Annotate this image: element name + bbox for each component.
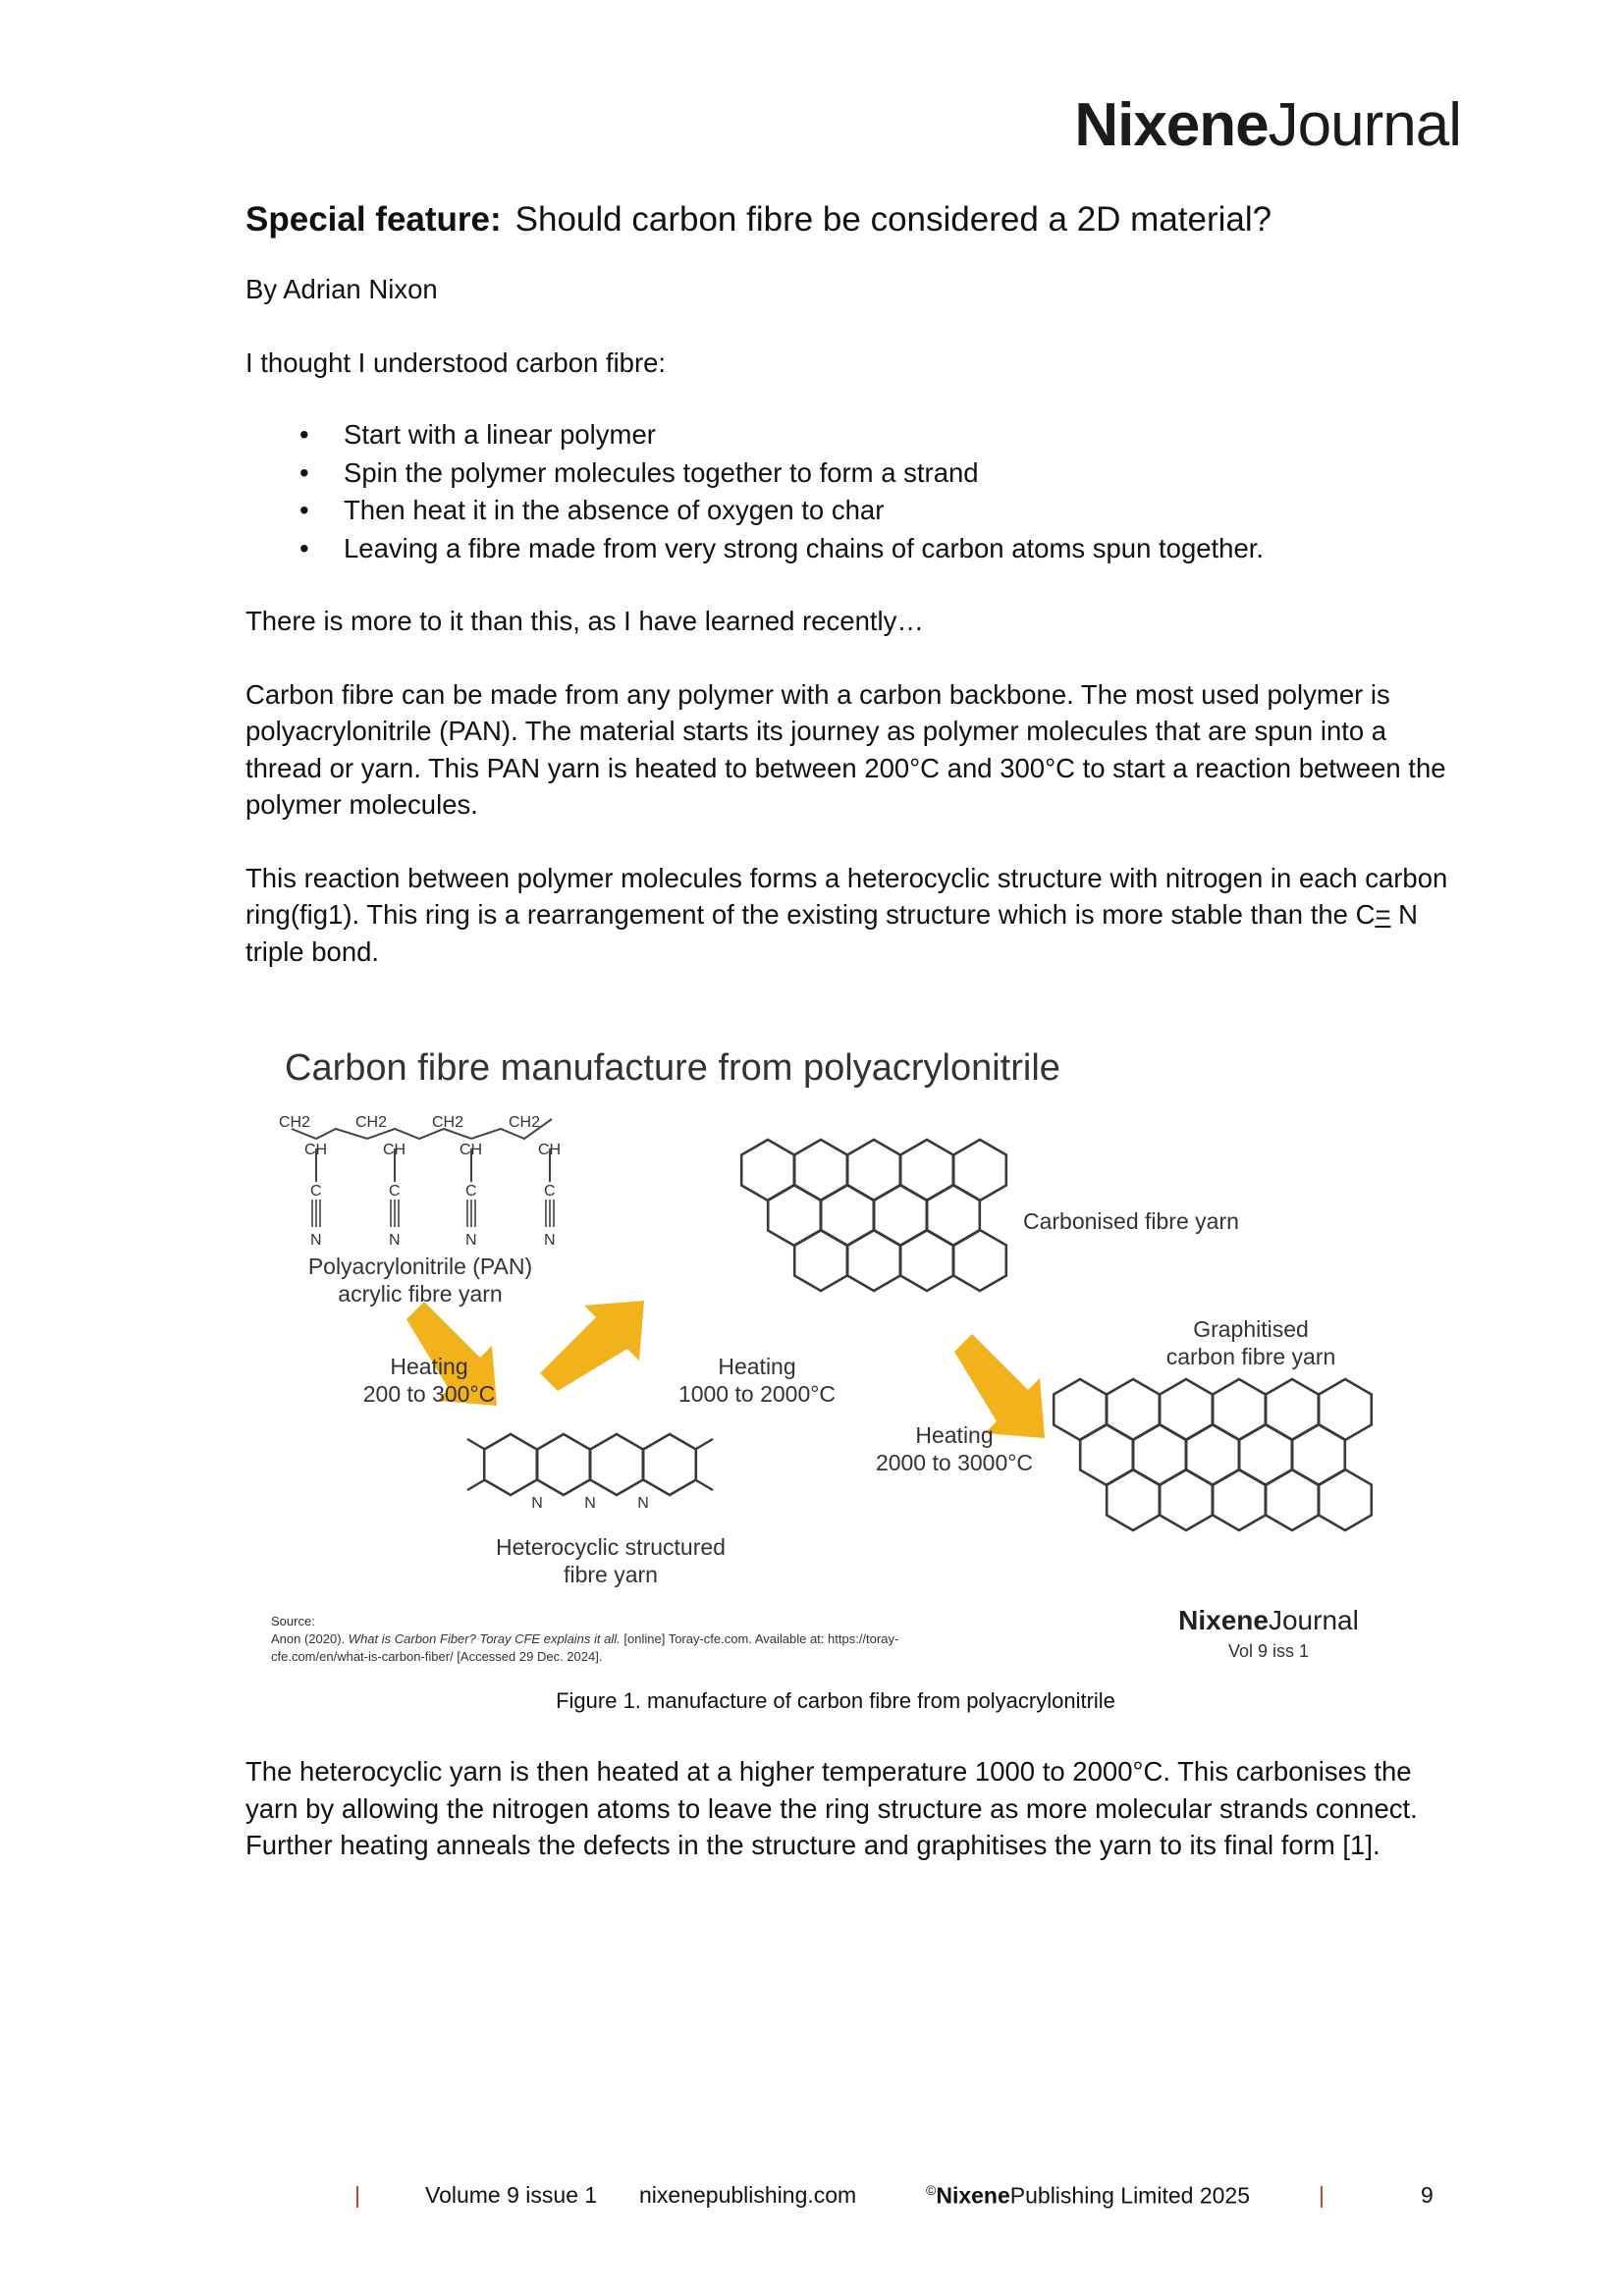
paragraph: There is more to it than this, as I have learned recently… <box>245 606 924 636</box>
atom-label: CH <box>304 1142 328 1158</box>
pan-atom-labels <box>279 1114 561 1249</box>
figure-logo <box>1178 1605 1359 1635</box>
page-number: 9 <box>1421 2182 1434 2208</box>
title-text: Should carbon fibre be considered a 2D material? <box>514 200 1272 239</box>
atom-label: N <box>389 1232 401 1249</box>
heating-label-1-line1: Heating <box>390 1354 468 1379</box>
figure-carbon-fibre-manufacture <box>257 1033 1414 1686</box>
footer-site: nixenepublishing.com <box>639 2182 857 2208</box>
figure-volume: Vol 9 iss 1 <box>1227 1641 1310 1661</box>
source-author: Anon (2020). <box>271 1631 346 1646</box>
source-line-2: cfe.com/en/what-is-carbon-fiber/ [Accessed 29 Dec. 2024]. <box>271 1649 603 1664</box>
heterocyclic-structure-diagram <box>467 1434 713 1495</box>
heating-label-3-line1: Heating <box>915 1422 994 1448</box>
carbonised-structure-diagram <box>741 1140 1006 1291</box>
masthead-brand-bold: Nixene <box>1074 91 1269 159</box>
list-item-text: Start with a linear polymer <box>344 419 656 450</box>
footer-publisher-bold: Nixene <box>936 2182 1010 2209</box>
list-item <box>299 530 1453 568</box>
hetero-label-line2: fibre yarn <box>564 1562 658 1587</box>
bullet-list <box>299 416 1453 567</box>
figure-caption: Figure 1. manufacture of carbon fibre from polyacrylonitrile <box>556 1688 1115 1713</box>
paragraph: Carbon fibre can be made from any polymer with a carbon backbone. The most used polymer is polyacrylonitrile (PAN). The material starts its journey as polymer molecules that are spun into a thread or yarn. This PAN yarn is heated to between 200°C and 300°C to start a reaction between the polymer molecules. <box>245 678 1446 820</box>
figure-logo-bold: Nixene <box>1178 1605 1269 1635</box>
atom-label: N <box>310 1232 322 1249</box>
graphitised-label-line2: carbon fibre yarn <box>1165 1344 1336 1369</box>
masthead-logo <box>1074 90 1461 160</box>
bullet-icon: • <box>299 456 309 488</box>
figure-source <box>271 1614 898 1664</box>
footer-volume: Volume 9 issue 1 <box>425 2182 598 2208</box>
atom-label: N <box>465 1232 477 1249</box>
masthead-brand-light: Journal <box>1268 91 1461 159</box>
paragraph <box>245 860 1453 971</box>
list-item-text: Then heat it in the absence of oxygen to char <box>344 495 885 525</box>
pan-label-line1: Polyacrylonitrile (PAN) <box>307 1254 533 1279</box>
source-title: What is Carbon Fiber? Toray CFE explains it all. <box>348 1631 621 1646</box>
carbonised-label: Carbonised fibre yarn <box>1023 1208 1239 1234</box>
atom-label: C <box>465 1183 477 1200</box>
footer-copyright <box>926 2182 1250 2210</box>
pan-molecule-diagram <box>292 1119 554 1227</box>
list-item-text: Leaving a fibre made from very strong chains of carbon atoms spun together. <box>344 532 1265 563</box>
source-heading: Source: <box>271 1614 315 1629</box>
atom-label: C <box>544 1183 556 1200</box>
paragraph: The heterocyclic yarn is then heated at a higher temperature 1000 to 2000°C. This carbonises the yarn by allowing the nitrogen atoms to leave the ring structure as more molecular strands connect. Further heating anneals the defects in the structure and graphitises the yarn to its final form [1]. <box>245 1756 1418 1860</box>
atom-label: C <box>389 1183 401 1200</box>
footer-separator: | <box>1319 2182 1325 2208</box>
atom-label: N <box>544 1232 556 1249</box>
article-body <box>245 196 1453 1006</box>
list-item <box>299 492 1453 530</box>
heating-arrow-2 <box>540 1301 644 1391</box>
atom-label: CH2 <box>355 1114 388 1131</box>
list-item <box>299 454 1453 493</box>
heating-label-2-line2: 1000 to 2000°C <box>677 1381 837 1407</box>
title-lead: Special feature: <box>245 200 502 239</box>
bond-symbol: = <box>1375 899 1391 930</box>
heating-label-2-line1: Heating <box>718 1354 796 1379</box>
hetero-n-label: N <box>637 1495 649 1512</box>
atom-label: CH2 <box>279 1114 311 1131</box>
figure-title: Carbon fibre manufacture from polyacrylonitrile <box>285 1047 1060 1089</box>
atom-label: C <box>310 1183 322 1200</box>
graphitised-structure-diagram <box>1054 1379 1372 1530</box>
footer-separator: | <box>354 2182 360 2208</box>
intro-text: I thought I understood carbon fibre: <box>245 347 667 378</box>
footer-publisher-rest: Publishing Limited 2025 <box>1009 2182 1250 2209</box>
bullet-icon: • <box>299 419 309 450</box>
byline: By Adrian Nixon <box>245 274 438 304</box>
list-item-text: Spin the polymer molecules together to form a strand <box>344 456 979 488</box>
source-url: [online] Toray-cfe.com. Available at: https://toray- <box>623 1631 899 1646</box>
hetero-label-line1: Heterocyclic structured <box>496 1534 726 1560</box>
list-item <box>299 416 1453 454</box>
copyright-symbol: © <box>926 2182 937 2198</box>
graphitised-label-line1: Graphitised <box>1193 1316 1309 1342</box>
bullet-icon: • <box>299 495 309 525</box>
heating-arrow-2-shape <box>540 1301 644 1391</box>
atom-label: CH <box>538 1142 562 1158</box>
bullet-icon: • <box>299 532 309 563</box>
atom-label: CH2 <box>432 1114 464 1131</box>
heating-label-1-line2: 200 to 300°C <box>362 1381 496 1407</box>
atom-label: CH <box>383 1142 406 1158</box>
atom-label: CH <box>460 1142 483 1158</box>
source-line-1 <box>271 1631 898 1646</box>
article-title <box>245 196 1453 243</box>
figure-logo-light: Journal <box>1268 1605 1359 1635</box>
hetero-n-label: N <box>584 1495 596 1512</box>
heating-label-3-line2: 2000 to 3000°C <box>875 1450 1034 1475</box>
paragraph-text: This reaction between polymer molecules forms a heterocyclic structure with nitrogen in each carbon ring(fig1). This ring is a rearrangement of the existing structure which is more stable than the C <box>245 862 1448 930</box>
pan-label-line2: acrylic fibre yarn <box>338 1281 503 1307</box>
atom-label: CH2 <box>509 1114 541 1131</box>
paragraph-text: N triple bond. <box>245 899 1418 967</box>
hetero-n-label: N <box>531 1495 543 1512</box>
